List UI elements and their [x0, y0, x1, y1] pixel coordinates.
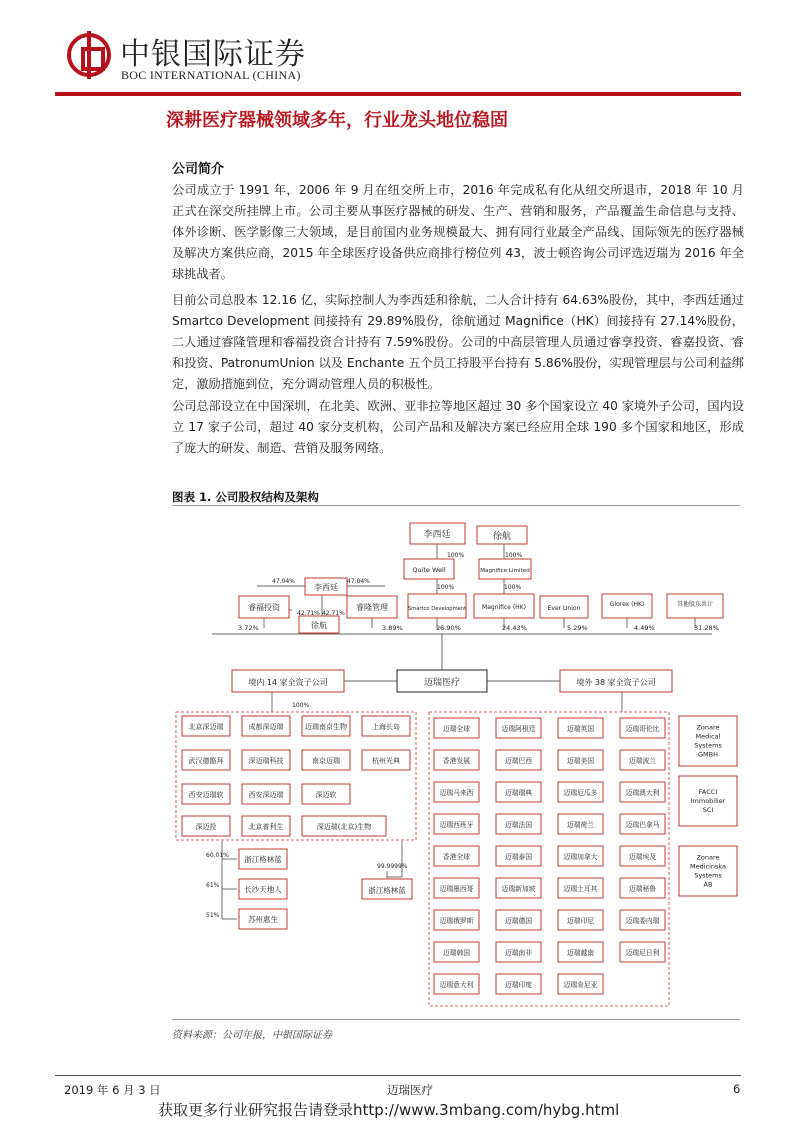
figure-source: 资料来源：公司年报，中银国际证券 [172, 1030, 332, 1041]
holder-label: Quite Well [412, 566, 446, 574]
person-label: 徐航 [492, 532, 512, 542]
overseas-sub-label: 迈瑞荷兰 [566, 821, 595, 829]
boc-logo-icon [67, 33, 111, 77]
pct-label: 47.04% [272, 578, 295, 585]
paragraph-2: 目前公司总股本 12.16 亿，实际控制人为李西廷和徐航，二人合计持有 64.63%股份，其中，李西廷通过 Smartco Development 间接持有 29.89%股份，徐航通过 Magnifice（HK）间接持有 27.14%股份，二人通过睿隆管理和睿福投资合计持有 7.59%股份。公司的中高层管理人员通过睿享投资、睿嘉投资、睿和投资、PatronumUnion 以及 Enchante 五个员工持股平台持有 5.86%股份，实现管理层与公司利益绑定，激励措施到位，充分调动管理人员的积极性。 [172, 293, 744, 391]
ownership-structure-diagram [172, 506, 740, 1018]
domestic-sub-label: 迈瑞南京生物 [305, 723, 347, 731]
shareholder-pct: 3.72% [238, 624, 259, 632]
shareholder-pct: 24.43% [502, 624, 527, 632]
pct-label: 100% [292, 702, 310, 709]
header-divider [55, 92, 741, 96]
overseas-sub-label: 香港全球 [442, 853, 471, 861]
domestic-sub-label: 深迈软 [315, 791, 337, 799]
investment-pct: 61% [206, 882, 220, 889]
overseas-sub-label: 迈瑞英国 [566, 725, 595, 733]
side-sub-label: Zonare Medical Systems GMBH [694, 723, 722, 759]
figure-bottom-rule [172, 1019, 740, 1020]
overseas-sub-label: 迈瑞俄罗斯 [439, 917, 474, 925]
person-label: 李西廷 [314, 583, 338, 592]
overseas-sub-label: 迈瑞意大利 [439, 981, 474, 989]
shareholder-pct: 5.29% [567, 624, 588, 632]
overseas-sub-label: 迈瑞德国 [504, 917, 533, 925]
overseas-sub-label: 迈瑞越南 [566, 949, 595, 957]
overseas-group-label: 境外 38 家全资子公司 [576, 678, 656, 687]
overseas-sub-label: 迈瑞马来西 [439, 789, 474, 797]
domestic-sub-label: 北京普利生 [248, 823, 284, 831]
shareholder-pct: 3.89% [382, 624, 403, 632]
shareholder-pct: 4.49% [634, 624, 655, 632]
person-label: 徐航 [311, 621, 327, 630]
overseas-sub-label: 香港发展 [442, 757, 471, 765]
page-title: 深耕医疗器械领域多年，行业龙头地位稳固 [166, 110, 508, 131]
overseas-sub-label: 迈瑞西班牙 [439, 821, 474, 829]
overseas-sub-label: 迈瑞澳大利 [625, 789, 660, 797]
domestic-sub-label: 深迈瑞(北京)生物 [316, 823, 372, 831]
pct-label: 100% [437, 584, 455, 591]
investment-pct: 51% [206, 912, 220, 919]
domestic-sub-label: 西安深迈瑞 [248, 791, 284, 799]
domestic-sub-label: 北京深迈瑞 [188, 723, 224, 731]
overseas-sub-label: 迈瑞尼日利 [625, 949, 660, 957]
shareholder-label: 睿福投资 [248, 603, 280, 612]
overseas-sub-label: 迈瑞阿根廷 [501, 725, 536, 733]
pct-label: 100% [505, 552, 523, 559]
overseas-sub-label: 迈瑞美国 [566, 757, 595, 765]
paragraph-1: 公司成立于 1991 年，2006 年 9 月在纽交所上市，2016 年完成私有化从纽交所退市，2018 年 10 月正式在深交所挂牌上市。公司主要从事医疗器械的研发、生产、营销和服务，产品覆盖生命信息与支持、体外诊断、医学影像三大领域，是目前国内业务规模最大、拥有同行业最全产品线、国际领先的医疗器械及解决方案供应商，2015 年全球医疗设备供应商排行榜位列 43，波士顿咨询公司评选迈瑞为 2016 年全球挑战者。 [172, 183, 744, 281]
overseas-sub-label: 迈瑞肯尼亚 [563, 981, 598, 989]
overseas-sub-label: 迈瑞法国 [504, 821, 533, 829]
person-label: 李西廷 [423, 530, 451, 540]
brand-name-cn: 中银国际证券 [120, 37, 306, 72]
domestic-group-label: 境内 14 家全资子公司 [248, 678, 328, 687]
overseas-sub-label: 迈瑞泰国 [504, 853, 533, 861]
pct-label: 100% [504, 584, 522, 591]
overseas-sub-label: 迈瑞委内瑞 [625, 917, 660, 925]
overseas-sub-label: 迈瑞印度 [504, 981, 533, 989]
page-number: 6 [733, 1082, 741, 1096]
shareholder-label: Glorex (HK) [609, 601, 645, 608]
overseas-sub-label: 迈瑞瑞典 [504, 789, 533, 797]
pct-label: 47.04% [347, 578, 370, 585]
domestic-sub-label: 南京迈瑞 [312, 757, 340, 765]
overseas-subs-grid [434, 718, 665, 994]
shareholder-label: Magnifice (HK) [482, 604, 526, 611]
pct-label: 42.71% [322, 610, 345, 617]
side-subs-group [679, 716, 737, 896]
investment-pct: 60.01% [206, 852, 229, 859]
shareholder-label: 睿隆管理 [356, 603, 388, 612]
domestic-sub-label: 成都深迈瑞 [248, 723, 284, 731]
overseas-sub-label: 迈瑞南非 [504, 949, 533, 957]
investment-label: 长沙天地人 [244, 885, 282, 894]
side-sub-label: FACCI Immobilier SCI [690, 788, 726, 814]
pct-label: 99.9999% [377, 863, 408, 870]
domestic-subs-grid [182, 716, 410, 836]
shareholder-label: Ever Union [547, 605, 581, 612]
overseas-sub-label: 迈瑞全球 [442, 725, 471, 733]
shareholder-pct: 31.28% [694, 624, 719, 632]
section-title: 公司简介 [172, 162, 225, 177]
shareholder-label: Smartco Development [407, 606, 467, 612]
domestic-sub-label: 西安迈瑞软 [188, 791, 224, 799]
overseas-sub-label: 迈瑞加拿大 [563, 853, 598, 861]
paragraph-3: 公司总部设立在中国深圳，在北美、欧洲、亚非拉等地区超过 30 多个国家设立 40 家境外子公司，国内设立 17 家子公司，超过 40 家分支机构，公司产品和及解决方案已经应用全球 190 多个国家和地区，形成了庞大的研发、制造、营销及服务网络。 [172, 399, 744, 455]
overseas-sub-label: 迈瑞墨西哥 [439, 885, 474, 893]
overseas-sub-label: 迈瑞埃及 [628, 853, 657, 861]
company-label: 迈瑞医疗 [423, 678, 461, 688]
overseas-sub-label: 迈瑞巴西 [504, 757, 533, 765]
brand-name-en: BOC INTERNATIONAL (CHINA) [121, 68, 301, 82]
domestic-sub-label: 深迈投 [195, 823, 217, 831]
promo-link[interactable]: 获取更多行业研究报告请登录http://www.3mbang.com/hybg.html [158, 1101, 620, 1119]
overseas-sub-label: 迈瑞印尼 [566, 917, 595, 925]
overseas-sub-label: 迈瑞新加坡 [501, 885, 536, 893]
overseas-sub-label: 迈瑞巴拿马 [625, 821, 660, 829]
investment-label: 苏州惠生 [248, 915, 278, 924]
shareholder-pct: 26.90% [436, 624, 461, 632]
overseas-sub-label: 迈瑞韩国 [442, 949, 471, 957]
domestic-sub-label: 深迈瑞科技 [248, 757, 284, 765]
figure-title: 图表 1. 公司股权结构及架构 [172, 490, 319, 504]
investment-label: 浙江格林蓝 [244, 855, 282, 864]
footer-company: 迈瑞医疗 [387, 1083, 433, 1097]
investments-group [206, 849, 287, 929]
shareholder-label: 其他股东共计 [676, 601, 714, 608]
side-sub-label: Zonare Medicinska Systems AB [689, 853, 727, 889]
domestic-sub-label: 武汉德骼拜 [188, 757, 224, 765]
domestic-sub-label: 杭州光典 [372, 757, 400, 765]
investment-label: 浙江格林蓝 [368, 886, 406, 895]
overseas-sub-label: 迈瑞秘鲁 [628, 885, 657, 893]
holder-label: Magnifice Limited [480, 568, 530, 574]
overseas-sub-label: 迈瑞哥伦比 [625, 725, 660, 733]
overseas-sub-label: 迈瑞波兰 [628, 757, 657, 765]
domestic-sub-label: 上海长岛 [372, 723, 400, 731]
pct-label: 100% [447, 552, 465, 559]
footer-date: 2019 年 6 月 3 日 [64, 1083, 161, 1097]
overseas-sub-label: 迈瑞土耳其 [563, 885, 598, 893]
overseas-sub-label: 迈瑞厄瓜多 [563, 789, 598, 797]
footer-divider [55, 1075, 741, 1076]
pct-label: 42.71% [297, 610, 320, 617]
